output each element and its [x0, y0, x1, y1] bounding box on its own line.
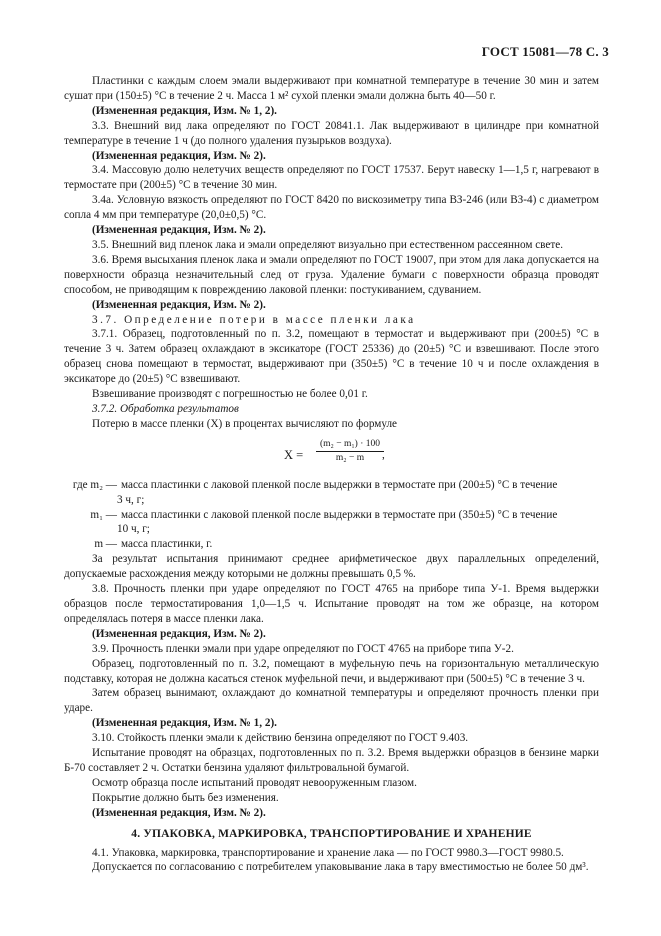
formula-fraction: [316, 438, 384, 465]
revision-note: (Измененная редакция, Изм. № 1, 2).: [92, 717, 277, 730]
paragraph: Взвешивание производят с погрешностью не более 0,01 г.: [92, 388, 368, 401]
legend-continuation: 3 ч, г;: [117, 493, 145, 506]
legend-text: масса пластинки, г.: [121, 538, 213, 551]
paragraph: Осмотр образца после испытаний проводят невооруженным глазом.: [92, 776, 417, 789]
legend-symbol: m —: [94, 538, 117, 551]
revision-note: (Измененная редакция, Изм. № 2).: [92, 627, 266, 640]
legend-continuation: 10 ч, г;: [117, 523, 150, 536]
legend-symbol: m₁ —: [90, 508, 117, 521]
paragraph-3-4: 3.4. Массовую долю нелетучих веществ определяют по ГОСТ 17537. Берут навеску 1—1,5 г, нагревают в термостате при (200±5) °С в течение 30 мин.: [64, 164, 599, 192]
paragraph-3-8: 3.8. Прочность пленки при ударе определяют по ГОСТ 4765 на приборе типа У-1. Время выдержки образцов после термостатирования 1,0—1,5 ч. Испытание проводят на том же образце, на котором определялась потеря в массе пленки лака.: [64, 583, 599, 625]
paragraph: Пластинки с каждым слоем эмали выдерживают при комнатной температуре в течение 30 мин и затем сушат при (150±5) °С в течение 2 ч. Масса 1 м² сухой пленки эмали должна быть 40—50 г.: [64, 75, 599, 102]
legend: [64, 478, 599, 553]
legend-symbol: где m₂ —: [72, 478, 117, 491]
legend-text: масса пластинки с лаковой пленкой после выдержки в термостате при (350±5) °С в течение: [121, 508, 558, 521]
paragraph-3-4a: 3.4а. Условную вязкость определяют по ГОСТ 8420 по вискозиметру типа ВЗ-246 (или ВЗ-4) с диаметром сопла 4 мм при температуре (20,0±0,5) °С.: [64, 194, 599, 222]
revision-note: (Измененная редакция, Изм. № 2).: [92, 224, 266, 237]
formula: [64, 438, 599, 472]
paragraph: Допускается по согласованию с потребителем упаковывание лака в тару вместимостью не более 50 дм³.: [92, 861, 589, 874]
paragraph-3-9: 3.9. Прочность пленки эмали при ударе определяют по ГОСТ 4765 на приборе типа У-2.: [92, 642, 514, 655]
paragraph: Образец, подготовленный по п. 3.2, помещают в муфельную печь на горизонтальную металлическую подставку, которая не должна касаться стенок муфельной печи, и выдерживают при (500±5) °С в течение 3 ч.: [64, 657, 599, 685]
formula-denominator: m₂ − m: [335, 452, 365, 463]
paragraph: Покрытие должно быть без изменения.: [92, 791, 279, 804]
paragraph: Испытание проводят на образцах, подготовленных по п. 3.2. Время выдержки образцов в бензине марки Б-70 составляет 2 ч. Остатки бензина удаляют фильтровальной бумагой.: [64, 747, 599, 774]
formula-lhs: X =: [284, 447, 304, 462]
paragraph-4-1: 4.1. Упаковка, маркировка, транспортирование и хранение лака — по ГОСТ 9980.3—ГОСТ 9980.5.: [92, 846, 564, 859]
paragraph: Потерю в массе пленки (X) в процентах вычисляют по формуле: [92, 417, 398, 430]
document-body: [64, 74, 599, 875]
formula-numerator: (m₂ − m₁) · 100: [316, 438, 384, 452]
revision-note: (Измененная редакция, Изм. № 2).: [92, 806, 266, 819]
revision-note: (Измененная редакция, Изм. № 1, 2).: [92, 104, 277, 117]
page-header: ГОСТ 15081—78 С. 3: [481, 44, 609, 59]
legend-row: [64, 478, 599, 493]
formula-tail: ,: [382, 448, 385, 461]
paragraph-3-3: 3.3. Внешний вид лака определяют по ГОСТ 20841.1. Лак выдерживают в цилиндре при комнатной температуре в течение 1 ч (до полного удаления пузырьков воздуха).: [64, 119, 599, 147]
legend-text: масса пластинки с лаковой пленкой после выдержки в термостате при (200±5) °С в течение: [121, 478, 558, 491]
paragraph-3-6: 3.6. Время высыхания пленок лака и эмали определяют по ГОСТ 19007, при этом для лака допускается на поверхности образца незначительный след от груза. Удаление бумаги с поверхности образца проводят способом, не приводящим к повреждению лаковой пленки: постукиванием, сдуванием.: [64, 253, 599, 296]
revision-note: (Измененная редакция, Изм. № 2).: [92, 298, 266, 311]
revision-note: (Измененная редакция, Изм. № 2).: [92, 149, 266, 162]
legend-row: [64, 508, 599, 523]
paragraph-3-7-2-heading: 3.7.2. Обработка результатов: [92, 402, 239, 415]
section-heading: 4. УПАКОВКА, МАРКИРОВКА, ТРАНСПОРТИРОВАНИЕ И ХРАНЕНИЕ: [131, 827, 532, 840]
paragraph: Затем образец вынимают, охлаждают до комнатной температуры и определяют прочность пленки при ударе.: [64, 687, 599, 715]
legend-row: [64, 537, 599, 552]
paragraph-3-10: 3.10. Стойкость пленки эмали к действию бензина определяют по ГОСТ 9.403.: [92, 732, 469, 745]
paragraph-3-7-heading: 3.7. Определение потери в массе пленки лака: [92, 313, 416, 326]
paragraph-3-7-1: 3.7.1. Образец, подготовленный по п. 3.2, помещают в термостат и выдерживают при (200±5) °С в течение 3 ч. Затем образец охлаждают в эксикаторе (ГОСТ 25336) до (20±5) °С и взвешивают. После этого образец снова помещают в термостат, выдерживают при (350±5) °С в течение 10 ч и после охлаждения в эксикаторе до (20±5) °С взвешивают.: [64, 328, 599, 386]
paragraph-3-5: 3.5. Внешний вид пленок лака и эмали определяют визуально при естественном рассеянном свете.: [92, 238, 564, 251]
paragraph: За результат испытания принимают среднее арифметическое двух параллельных определений, допускаемые расхождения между которыми не должны превышать 0,5 %.: [64, 553, 599, 581]
